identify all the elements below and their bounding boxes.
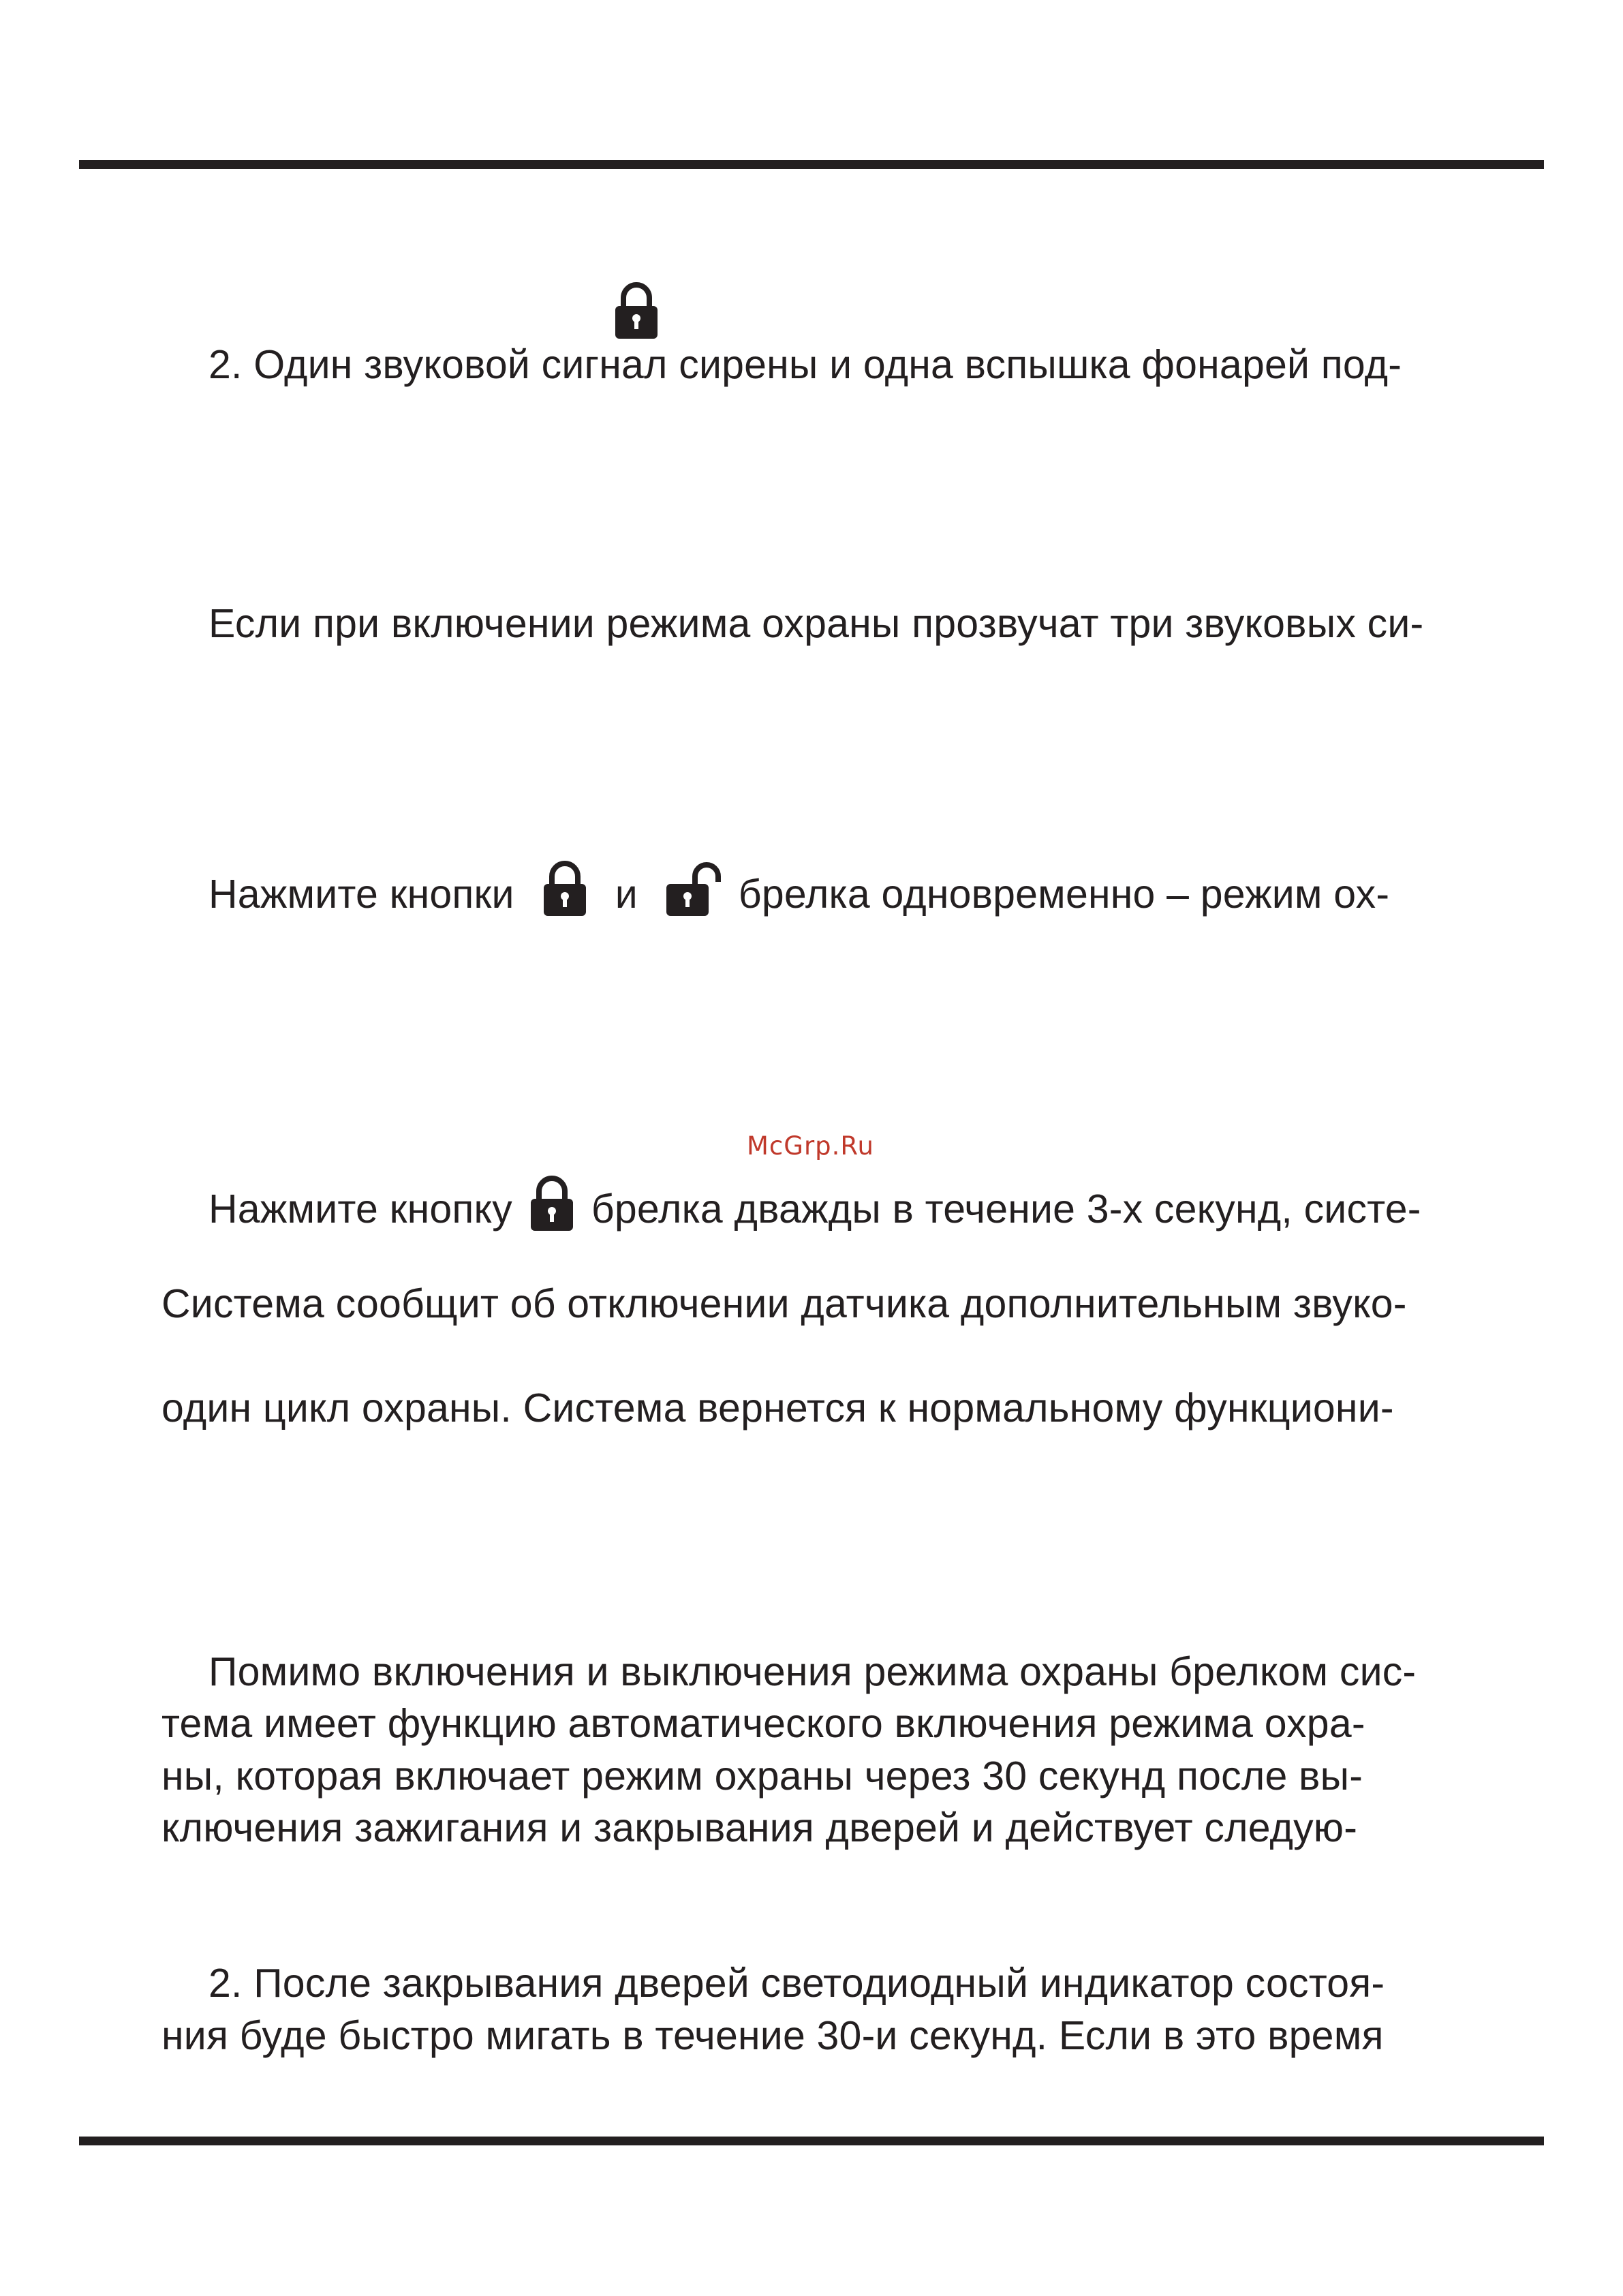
text-segment: брелка одновременно – режим ох- bbox=[738, 872, 1390, 917]
paragraph-line: ны, которая включает режим охраны через 30 секунд после вы- bbox=[161, 1754, 1363, 1798]
lock-closed-icon bbox=[613, 281, 660, 340]
paragraph-line: ключения зажигания и закрывания дверей и действует следую- bbox=[161, 1805, 1358, 1850]
paragraph-line: Если при включении режима охраны прозвучат три звуковых си- bbox=[208, 601, 1424, 646]
paragraph-line: Помимо включения и выключения режима охраны брелком сис- bbox=[208, 1649, 1417, 1694]
paragraph-line-buttons bbox=[208, 860, 1389, 919]
text-segment: и bbox=[615, 872, 638, 917]
text-segment: брелка дважды в течение 3-х секунд, систе- bbox=[591, 1187, 1421, 1231]
paragraph-line: 2. После закрывания дверей светодиодный индикатор состоя- bbox=[208, 1961, 1385, 2006]
paragraph-line: Система сообщит об отключении датчика дополнительным звуко- bbox=[161, 1281, 1407, 1326]
text-segment: Нажмите кнопки bbox=[208, 872, 514, 917]
paragraph-line: ния буде быстро мигать в течение 30-и секунд. Если в это время bbox=[161, 2013, 1384, 2058]
lock-closed-icon bbox=[529, 1175, 575, 1232]
lock-closed-icon bbox=[542, 860, 588, 917]
top-rule bbox=[79, 160, 1544, 169]
paragraph-line: 2. Один звуковой сигнал сирены и одна вспышка фонарей под- bbox=[208, 342, 1402, 387]
watermark: McGrp.Ru bbox=[747, 1131, 874, 1161]
text-segment: Нажмите кнопку bbox=[208, 1187, 512, 1231]
lock-open-icon bbox=[665, 860, 722, 917]
paragraph-line-button bbox=[208, 1175, 1421, 1234]
paragraph-line: тема имеет функцию автоматического включения режима охра- bbox=[161, 1701, 1365, 1746]
bottom-rule bbox=[79, 2137, 1544, 2145]
paragraph-line: один цикл охраны. Система вернется к нормальному функциони- bbox=[161, 1386, 1394, 1430]
